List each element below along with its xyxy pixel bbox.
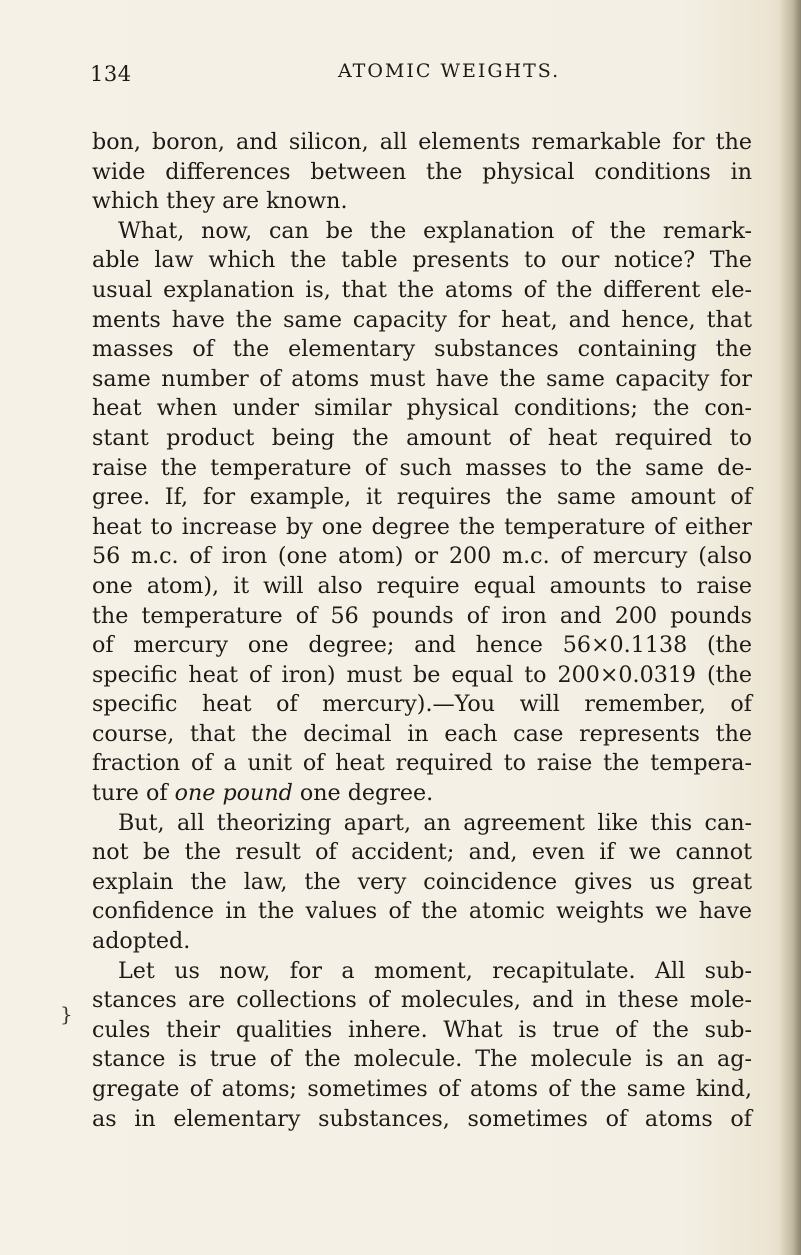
page-header xyxy=(90,60,750,90)
emphasis-text: one pound xyxy=(174,780,293,807)
text-run: ture of xyxy=(92,780,168,807)
text-line: ments have the same capacity for heat, and hence, that xyxy=(92,306,752,333)
text-line: Let us now, for a moment, recapitulate. All sub- xyxy=(118,957,752,984)
text-line: heat to increase by one degree the temperature of either xyxy=(92,513,752,540)
text-line: gree. If, for example, it requires the same amount of xyxy=(92,484,752,511)
text-line: stances are collections of molecules, and in these mole- xyxy=(92,987,752,1014)
text-line: 56 m.c. of iron (one atom) or 200 m.c. of mercury (also xyxy=(92,543,752,570)
text-line: usual explanation is, that the atoms of the different ele- xyxy=(92,276,752,303)
text-line: not be the result of accident; and, even if we cannot xyxy=(92,839,752,866)
text-line: stance is true of the molecule. The molecule is an ag- xyxy=(92,1046,752,1073)
text-line: specific heat of mercury).—You will remember, of xyxy=(92,691,752,718)
text-line: of mercury one degree; and hence 56×0.1138 (the xyxy=(92,632,752,659)
text-line: fraction of a unit of heat required to raise the tempera- xyxy=(92,750,752,777)
text-line: which they are known. xyxy=(92,188,348,215)
text-line: confidence in the values of the atomic weights we have xyxy=(92,898,752,925)
margin-mark: } xyxy=(60,1002,73,1026)
text-line: heat when under similar physical conditions; the con- xyxy=(92,395,752,422)
text-line: gregate of atoms; sometimes of atoms of the same kind, xyxy=(92,1076,752,1102)
text-run: one degree. xyxy=(299,780,434,807)
text-line: course, that the decimal in each case represents the xyxy=(92,720,752,747)
body-text xyxy=(92,128,752,1134)
text-line: What, now, can be the explanation of the remark- xyxy=(118,217,752,244)
running-head: ATOMIC WEIGHTS. xyxy=(338,60,561,82)
text-line: raise the temperature of such masses to the same de- xyxy=(92,454,752,481)
text-line: bon, boron, and silicon, all elements remarkable for the xyxy=(92,129,752,155)
text-line-with-emphasis xyxy=(92,779,752,809)
text-line: explain the law, the very coincidence gives us great xyxy=(92,868,752,895)
text-line: specific heat of iron) must be equal to 200×0.0319 (the xyxy=(92,661,752,688)
text-line: as in elementary substances, sometimes of atoms of xyxy=(92,1105,752,1132)
text-line: masses of the elementary substances containing the xyxy=(92,336,752,363)
text-line: the temperature of 56 pounds of iron and 200 pounds xyxy=(92,602,752,629)
page-number: 134 xyxy=(90,62,132,86)
text-line: stant product being the amount of heat required to xyxy=(92,424,752,451)
text-line: able law which the table presents to our notice? The xyxy=(92,247,752,274)
text-line: one atom), it will also require equal amounts to raise xyxy=(92,572,752,599)
text-line: cules their qualities inhere. What is true of the sub- xyxy=(92,1016,752,1043)
text-line: adopted. xyxy=(92,928,191,955)
text-line: same number of atoms must have the same capacity for xyxy=(92,365,752,392)
text-line: wide differences between the physical conditions in xyxy=(92,158,752,185)
text-line: But, all theorizing apart, an agreement like this can- xyxy=(118,809,752,836)
page-edge-shadow xyxy=(779,0,801,1255)
